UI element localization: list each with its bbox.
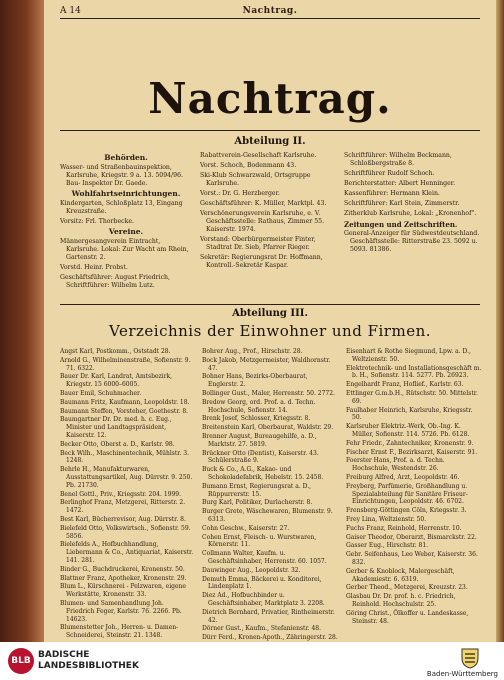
register-title: Verzeichnis der Einwohner und Firmen.	[109, 322, 431, 340]
directory-entry: Gerber Theod., Metzgerei, Kreuzstr. 23.	[346, 584, 468, 592]
directory-entry: Best Karl, Bücherrevisor, Aug. Dürrstr. 8.	[60, 515, 186, 523]
directory-entry: Gasser Eug., Hirschstr. 81.	[346, 542, 429, 550]
entry: Vorstand: Oberbürgermeister Finter, Stadtrat Dr. Sieb, Pfarrer Rieger.	[200, 236, 316, 251]
directory-entry: Brückner Otto (Dentist), Kaiserstr. 43. Schülerstraße 9.	[202, 449, 319, 465]
directory-entry: Collmann Walter, Kaufm. u. Geschäftsinhaber, Herrenstr. 60. 1057.	[202, 550, 327, 565]
directory-entry: Blumen- und Samenhandlung Joh. Friedrich Feger, Karlstr. 76. 2266. Pb. 14623.	[60, 599, 182, 623]
entry: Männergesangverein Eintracht, Karlsruhe. Lokal: Zur Wacht am Rhein, Gartenstr. 2.	[60, 238, 189, 261]
directory-entry: Bielefeld Otto, Volkswirtsch., Sofienstr. 59. 5856.	[60, 524, 191, 540]
directory-entry: Frensberg-Göttingen Cöln, Kriegsstr. 3.	[346, 507, 467, 515]
register-column-2	[202, 348, 338, 667]
directory-entry: Dörner Gust., Kaufm., Stefanienstr. 48.	[202, 625, 322, 633]
coat-of-arms-icon	[460, 647, 480, 669]
directory-entry: Bohrer Aug., Prof., Hirschstr. 28.	[202, 348, 303, 355]
column-3	[344, 152, 480, 256]
directory-entry: Fehr Friedr., Zahntechniker, Kronenstr. 9.	[346, 439, 474, 447]
entry: Kindergarten, Schloßplatz 13, Eingang Kreuzstraße.	[60, 200, 183, 215]
section-rule	[60, 304, 480, 305]
page-number: A 14	[60, 6, 81, 16]
directory-entry: Demuth Emma, Bäckerei u. Konditorei, Lindenplatz 1.	[202, 575, 322, 591]
directory-entry: Foerster Hans, Prof. a. d. Techn. Hochschule, Westendstr. 26.	[346, 457, 445, 473]
entry: Berichterstatter: Albert Henninger.	[344, 180, 456, 187]
directory-entry: Diez Ad., Hofbuchbinder u. Geschäftsinhaber, Marktplatz 3. 2208.	[202, 592, 325, 607]
directory-entry: Gebr. Seifenhaus, Leo Weber, Kaiserstr. 36. 832.	[346, 551, 478, 566]
directory-entry: Elektrotechnik- und Installationsgeschäft m. b. H., Sofienstr. 114. 5277. Pb. 26923.	[346, 364, 482, 380]
entry: General-Anzeiger für Südwestdeutschland. Geschäftsstelle: Ritterstraße 23. 5092 u. 5093. 81386.	[344, 230, 480, 253]
directory-entry: Baumgartner Dr. Dr. med. h. c. Eug., Minister und Landtagspräsident, Kaiserstr. 12.	[60, 416, 172, 439]
directory-entry: Baumann Fritz, Kaufmann, Leopoldstr. 18.	[60, 398, 190, 406]
directory-entry: Bollinger Gust., Maler, Herrenstr. 50. 2772.	[202, 389, 335, 397]
register-column-3	[346, 348, 482, 626]
directory-entry: Bumann Ernst, Regierungsrat a. D., Rüppurrerstr. 15.	[202, 482, 312, 498]
entry: Geschäftsführer: August Friedrich, Schriftführer: Wilhelm Lutz.	[60, 274, 170, 289]
subheading: Behörden.	[104, 153, 148, 162]
directory-entry: Freiburg Alfred, Arzt, Leopoldstr. 46.	[346, 473, 460, 481]
directory-entry: Dürr Ferd., Kronen-Apoth., Zähringerstr. 28.	[202, 634, 338, 642]
directory-entry: Bielefelds A., Hofbuchhandlung, Liebermann & Co., Antiquariat, Kaiserstr. 141. 281.	[60, 541, 194, 564]
library-name-line2: LANDESBIBLIOTHEK	[38, 661, 139, 671]
entry: Schriftführer Rudolf Schoch.	[344, 170, 435, 177]
book-spine	[0, 0, 44, 642]
column-1	[60, 152, 192, 292]
directory-entry: Brenner August, Bureaugehilfe, a. D., Marktstr. 27. 5819.	[202, 432, 317, 448]
directory-entry: Brenk Josef, Schlosser, Kriegsstr. 8.	[202, 415, 311, 423]
directory-entry: Bauer Dr. Karl, Landrat, Amtsbezirk, Kriegstr. 15 6000–6005.	[60, 373, 173, 389]
directory-entry: Bohner Hans, Bezirks-Oberbaurat, Englerstr. 2.	[202, 373, 308, 389]
directory-entry: Baumann Steffen, Vorsteher, Goethestr. 8.	[60, 407, 189, 415]
directory-entry: Bock Jakob, Metzgermeister, Waldhornstr. 47.	[202, 356, 331, 372]
subheading: Vereine.	[108, 227, 144, 236]
directory-entry: Frey Lina, Weltzienstr. 50.	[346, 515, 427, 523]
directory-entry: Eisenhart & Rothe Siegmund, Lpw. a. D., Weltzienstr. 50.	[346, 348, 471, 363]
footer-bar	[0, 642, 504, 680]
head-rule	[60, 18, 480, 19]
directory-entry: Fischer Ernst F., Bezirksarzt, Kaiserstr. 91.	[346, 448, 478, 456]
directory-entry: Burg Karl, Politiker, Durlacherstr. 8.	[202, 499, 313, 507]
entry: Sekretär: Regierungsrat Dr. Hoffmann, Kontroll.-Sekretär Kaspar.	[200, 254, 323, 269]
library-logo	[8, 648, 34, 674]
section-heading-1: Abteilung II.	[234, 136, 306, 147]
directory-entry: Benel Gottl., Priv., Kriegsstr. 204. 1999.	[60, 490, 181, 498]
entry: Ski-Klub Schwarzwald, Ortsgruppe Karlsruhe.	[200, 172, 311, 187]
directory-entry: Behrle H., Manufakturwaren, Ausstattungsartikel, Aug. Dürrstr. 9. 250. Pb. 21730.	[60, 466, 193, 489]
entry: Schriftführer: Karl Stein, Zimmerstr.	[344, 200, 460, 207]
entry: Kassenführer: Hermann Klein.	[344, 190, 440, 197]
directory-entry: Bauer Emil, Schuhmacher.	[60, 389, 142, 397]
directory-entry: Gerber & Knoblock, Malergeschäft, Akademiestr. 6. 6319.	[346, 567, 455, 583]
page-edge	[496, 0, 504, 642]
directory-entry: Gaiser Theodor, Oberarzt, Bismarckstr. 22.	[346, 533, 477, 541]
directory-entry: Faulhaber Heinrich, Karlsruhe, Kriegsstr. 50.	[346, 406, 473, 422]
running-title: Nachtrag.	[242, 6, 298, 16]
subheading: Zeitungen und Zeitschriften.	[344, 220, 458, 229]
page-title: Nachtrag.	[148, 74, 392, 123]
entry: Schriftführer: Wilhelm Beckmann, Schloßbergstraße 8.	[344, 152, 452, 167]
directory-entry: Angst Karl, Postkomm., Oststadt 28.	[60, 348, 171, 355]
section-heading-2: Abteilung III.	[232, 308, 308, 319]
directory-entry: Dietrich Bernhard, Privatier, Rintheimerstr. 42.	[202, 608, 335, 624]
directory-entry: Binder G., Buchdruckerei, Kronenstr. 50.	[60, 565, 185, 573]
directory-entry: Ettlinger G.m.b.H., Rütschstr. 50. Mittelstr. 69.	[346, 389, 478, 405]
directory-entry: Freyberg, Parfümerie, Großhandlung u. Spezialabteilung für Sanitäre Friseur-Einrichtungen, Leopoldstr. 46. 6702.	[346, 482, 468, 506]
entry: Wasser- und Straßenbauinspektion, Karlsruhe, Kriegstr. 9 a. 13. 5094/96. Bau- Inspektor Dr. Gaede.	[60, 164, 184, 187]
directory-entry: Göring Christ., Ölkoffer u. Landeskasse, Steinstr. 48.	[346, 609, 469, 625]
directory-entry: Beck Wilh., Maschinentechnik, Mühlstr. 3. 1248.	[60, 449, 190, 465]
entry: Verschönerungsverein Karlsruhe, e. V. Geschäftsstelle: Rathaus, Zimmer 55. Kaiserstr. 1974.	[200, 210, 325, 233]
directory-entry: Fuchs Franz, Reinhold, Herrenstr. 10.	[346, 524, 462, 532]
entry: Zitherklub Karlsruhe, Lokal: „Kronenhof".	[344, 210, 477, 217]
column-2	[200, 152, 336, 272]
directory-entry: Buck & Co., A.G., Kakao- und Schokoladefabrik, Hebelstr. 15. 2458.	[202, 466, 324, 481]
entry: Rabattverein-Gesellschaft Karlsruhe.	[200, 152, 317, 159]
entry: Vorstd. Heinr. Probst.	[60, 264, 128, 271]
directory-entry: Berlinghof Franz, Metzgerei, Ritterstr. 2. 1472.	[60, 499, 186, 515]
directory-entry: Karlsruher Elektriz.-Werk, Ob.-Ing. K. Müller, Sofienstr. 114. 5726. Pb. 6128.	[346, 423, 470, 438]
entry: Vorst.: Dr. G. Herzberger.	[200, 190, 280, 197]
directory-entry: Becker Otto, Oberst a. D., Karlstr. 98.	[60, 440, 175, 448]
entry: Geschäftsführer: K. Müller, Marktpl. 43.	[200, 200, 327, 207]
title-rule	[60, 130, 480, 131]
directory-entry: Breitenstein Karl, Oberbaurat, Waldstr. 29.	[202, 424, 334, 432]
entry: Vorst. Schoch, Bodenmann 43.	[200, 162, 297, 169]
directory-entry: Bredow Georg, ord. Prof. a. d. Techn. Hochschule, Sofienstr. 14.	[202, 398, 316, 414]
directory-entry: Arnold G., Wilhelminenstraße, Sofienstr. 9. 71. 6322.	[60, 356, 191, 372]
directory-entry: Blum L., Kürschnerei - Pelzwaren, eigene Werkstätte, Kronenstr. 33.	[60, 583, 186, 599]
directory-entry: Cohen Ernst, Fleisch- u. Wurstwaren, Körnerstr. 11.	[202, 533, 317, 549]
directory-entry: Engelhardt Franz, Hoflief., Karlstr. 63.	[346, 381, 464, 389]
subheading: Wohlfahrtseinrichtungen.	[71, 189, 181, 198]
directory-entry: Blattner Franz, Apotheker, Kronenstr. 29.	[60, 574, 187, 582]
directory-entry: Burger Grete, Wäschewaren, Blumenstr. 9. 6313.	[202, 508, 333, 523]
logo-text: BLB	[11, 656, 31, 666]
directory-entry: Blumenstetter Joh., Herren- u. Damen-Schneiderei, Steinstr. 21. 1348.	[60, 624, 179, 640]
library-name-line1: BADISCHE	[38, 650, 90, 660]
register-column-1	[60, 348, 194, 641]
directory-entry: Dauwinger Aug., Leopoldstr. 32.	[202, 566, 301, 574]
library-name	[38, 650, 139, 672]
entry: Vorsitz: Frl. Thorbecke.	[60, 218, 134, 225]
directory-entry: Cohn Geschw., Kaiserstr. 27.	[202, 524, 290, 532]
directory-entry: Glasbau Dr. Dr. prof. h. c. Friedrich, Reinhold. Hochschulstr. 25.	[346, 593, 456, 608]
region-label: Baden-Württemberg	[426, 670, 498, 678]
